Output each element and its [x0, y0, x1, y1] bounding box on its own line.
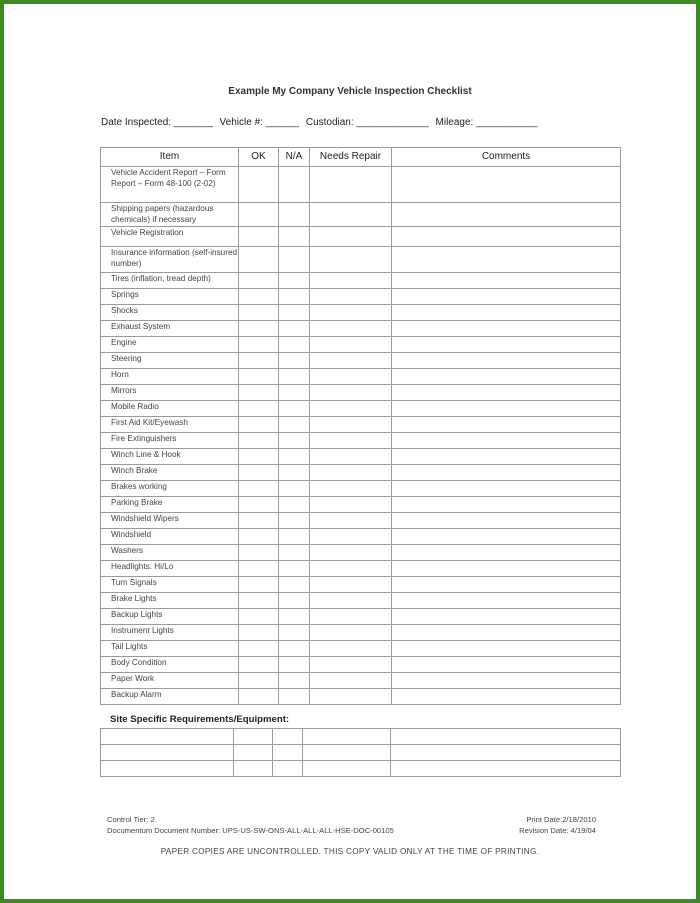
ok-cell[interactable] — [239, 227, 279, 247]
ok-cell[interactable] — [239, 433, 279, 449]
row-item-label: Vehicle Registration — [101, 227, 239, 247]
uncontrolled-copy-note: PAPER COPIES ARE UNCONTROLLED. THIS COPY VALID ONLY AT THE TIME OF PRINTING. — [160, 847, 540, 856]
table-row — [101, 305, 621, 321]
comments-cell[interactable] — [392, 433, 621, 449]
na-cell[interactable] — [279, 529, 310, 545]
na-cell[interactable] — [279, 227, 310, 247]
needs-repair-cell[interactable] — [310, 337, 392, 353]
table-row — [101, 641, 621, 657]
na-cell[interactable] — [279, 273, 310, 289]
table-row — [101, 609, 621, 625]
table-row — [101, 577, 621, 593]
ok-cell[interactable] — [239, 465, 279, 481]
comments-cell[interactable] — [392, 369, 621, 385]
comments-cell[interactable] — [392, 561, 621, 577]
table-row — [101, 433, 621, 449]
requirement-cell[interactable] — [273, 729, 303, 745]
row-item-label: Paper Work — [101, 673, 239, 689]
needs-repair-cell[interactable] — [310, 481, 392, 497]
needs-repair-cell[interactable] — [310, 673, 392, 689]
table-row — [101, 321, 621, 337]
row-item-label: Windshield Wipers — [101, 513, 239, 529]
vehicle-number-field: Vehicle #: ______ — [219, 117, 300, 128]
row-item-label: Backup Lights — [101, 609, 239, 625]
table-row — [101, 545, 621, 561]
ok-cell[interactable] — [239, 321, 279, 337]
ok-cell[interactable] — [239, 497, 279, 513]
requirement-cell[interactable] — [303, 729, 391, 745]
row-item-label: Brakes working — [101, 481, 239, 497]
ok-cell[interactable] — [239, 657, 279, 673]
row-item-label: Insurance information (self-insured number) — [101, 247, 239, 273]
table-header-row — [101, 148, 621, 167]
ok-cell[interactable] — [239, 625, 279, 641]
needs-repair-cell[interactable] — [310, 167, 392, 203]
ok-cell[interactable] — [239, 305, 279, 321]
na-cell[interactable] — [279, 465, 310, 481]
row-item-label: Headlights: Hi/Lo — [101, 561, 239, 577]
mileage-field: Mileage: ___________ — [435, 117, 538, 128]
needs-repair-cell[interactable] — [310, 417, 392, 433]
comments-cell[interactable] — [392, 577, 621, 593]
ok-cell[interactable] — [239, 449, 279, 465]
table-row — [101, 593, 621, 609]
needs-repair-cell[interactable] — [310, 321, 392, 337]
requirement-cell[interactable] — [391, 745, 621, 761]
revision-date: Revision Date: 4/19/04 — [519, 826, 596, 835]
comments-cell[interactable] — [392, 641, 621, 657]
comments-cell[interactable] — [392, 465, 621, 481]
ok-cell[interactable] — [239, 385, 279, 401]
na-cell[interactable] — [279, 609, 310, 625]
na-cell[interactable] — [279, 289, 310, 305]
row-item-label: Tires (inflation, tread depth) — [101, 273, 239, 289]
requirement-cell[interactable] — [391, 729, 621, 745]
row-item-label: Body Condition — [101, 657, 239, 673]
requirement-cell[interactable] — [234, 761, 273, 777]
na-cell[interactable] — [279, 369, 310, 385]
header-fields — [101, 117, 621, 128]
row-item-label: Engine — [101, 337, 239, 353]
na-cell[interactable] — [279, 593, 310, 609]
comments-cell[interactable] — [392, 321, 621, 337]
needs-repair-cell[interactable] — [310, 657, 392, 673]
row-item-label: Instrument Lights — [101, 625, 239, 641]
table-row — [101, 401, 621, 417]
custodian-field: Custodian: _____________ — [305, 117, 429, 128]
na-cell[interactable] — [279, 641, 310, 657]
requirement-cell[interactable] — [303, 761, 391, 777]
table-row — [101, 385, 621, 401]
needs-repair-cell[interactable] — [310, 561, 392, 577]
na-cell[interactable] — [279, 337, 310, 353]
table-row — [101, 513, 621, 529]
comments-cell[interactable] — [392, 385, 621, 401]
comments-cell[interactable] — [392, 227, 621, 247]
requirement-cell[interactable] — [101, 761, 234, 777]
comments-cell[interactable] — [392, 625, 621, 641]
comments-cell[interactable] — [392, 609, 621, 625]
requirement-cell[interactable] — [391, 761, 621, 777]
requirement-cell[interactable] — [273, 761, 303, 777]
na-cell[interactable] — [279, 353, 310, 369]
needs-repair-cell[interactable] — [310, 513, 392, 529]
na-cell[interactable] — [279, 561, 310, 577]
needs-repair-cell[interactable] — [310, 689, 392, 705]
row-item-label: Fire Extinguishers — [101, 433, 239, 449]
row-item-label: Exhaust System — [101, 321, 239, 337]
row-item-label: Winch Line & Hook — [101, 449, 239, 465]
table-row — [101, 227, 621, 247]
na-cell[interactable] — [279, 481, 310, 497]
needs-repair-cell[interactable] — [310, 227, 392, 247]
needs-repair-cell[interactable] — [310, 273, 392, 289]
comments-cell[interactable] — [392, 449, 621, 465]
needs-repair-cell[interactable] — [310, 247, 392, 273]
ok-cell[interactable] — [239, 203, 279, 227]
document-number: Documentum Document Number: UPS-US-SW-ONS-ALL-ALL-ALL-HSE-DOC-00105 — [107, 826, 394, 835]
footer-right — [470, 814, 596, 836]
ok-cell[interactable] — [239, 289, 279, 305]
needs-repair-cell[interactable] — [310, 449, 392, 465]
ok-cell[interactable] — [239, 577, 279, 593]
comments-cell[interactable] — [392, 273, 621, 289]
table-row — [101, 625, 621, 641]
na-cell[interactable] — [279, 203, 310, 227]
ok-cell[interactable] — [239, 481, 279, 497]
needs-repair-cell[interactable] — [310, 593, 392, 609]
comments-cell[interactable] — [392, 353, 621, 369]
requirements-row — [101, 761, 621, 777]
needs-repair-cell[interactable] — [310, 433, 392, 449]
table-row — [101, 529, 621, 545]
date-inspected-field: Date Inspected: _______ — [101, 117, 213, 128]
comments-cell[interactable] — [392, 689, 621, 705]
header-item: Item — [101, 148, 239, 167]
table-row — [101, 289, 621, 305]
na-cell[interactable] — [279, 545, 310, 561]
print-date: Print Date:2/18/2010 — [526, 815, 596, 824]
requirement-cell[interactable] — [234, 745, 273, 761]
na-cell[interactable] — [279, 385, 310, 401]
na-cell[interactable] — [279, 417, 310, 433]
needs-repair-cell[interactable] — [310, 465, 392, 481]
row-item-label: Brake Lights — [101, 593, 239, 609]
site-requirements-table — [100, 728, 621, 777]
requirements-row — [101, 745, 621, 761]
row-item-label: Turn Signals — [101, 577, 239, 593]
needs-repair-cell[interactable] — [310, 305, 392, 321]
na-cell[interactable] — [279, 625, 310, 641]
table-row — [101, 673, 621, 689]
inspection-table — [100, 147, 621, 705]
header-comments: Comments — [392, 148, 621, 167]
comments-cell[interactable] — [392, 593, 621, 609]
ok-cell[interactable] — [239, 273, 279, 289]
comments-cell[interactable] — [392, 673, 621, 689]
table-row — [101, 449, 621, 465]
row-item-label: Mobile Radio — [101, 401, 239, 417]
ok-cell[interactable] — [239, 545, 279, 561]
needs-repair-cell[interactable] — [310, 289, 392, 305]
needs-repair-cell[interactable] — [310, 529, 392, 545]
table-row — [101, 353, 621, 369]
needs-repair-cell[interactable] — [310, 369, 392, 385]
needs-repair-cell[interactable] — [310, 401, 392, 417]
row-item-label: Windshield — [101, 529, 239, 545]
needs-repair-cell[interactable] — [310, 609, 392, 625]
table-row — [101, 417, 621, 433]
na-cell[interactable] — [279, 513, 310, 529]
table-row — [101, 561, 621, 577]
row-item-label: Parking Brake — [101, 497, 239, 513]
comments-cell[interactable] — [392, 417, 621, 433]
comments-cell[interactable] — [392, 203, 621, 227]
row-item-label: Backup Alarm — [101, 689, 239, 705]
needs-repair-cell[interactable] — [310, 625, 392, 641]
na-cell[interactable] — [279, 449, 310, 465]
table-row — [101, 203, 621, 227]
row-item-label: Mirrors — [101, 385, 239, 401]
needs-repair-cell[interactable] — [310, 385, 392, 401]
na-cell[interactable] — [279, 657, 310, 673]
comments-cell[interactable] — [392, 545, 621, 561]
comments-cell[interactable] — [392, 657, 621, 673]
table-row — [101, 273, 621, 289]
row-item-label: Vehicle Accident Report – Form Report – Form 48-100 (2-02) — [101, 167, 239, 203]
comments-cell[interactable] — [392, 167, 621, 203]
row-item-label: Washers — [101, 545, 239, 561]
table-row — [101, 369, 621, 385]
header-ok: OK — [239, 148, 279, 167]
document-title: Example My Company Vehicle Inspection Checklist — [228, 86, 472, 97]
needs-repair-cell[interactable] — [310, 545, 392, 561]
ok-cell[interactable] — [239, 609, 279, 625]
ok-cell[interactable] — [239, 641, 279, 657]
na-cell[interactable] — [279, 433, 310, 449]
comments-cell[interactable] — [392, 247, 621, 273]
comments-cell[interactable] — [392, 305, 621, 321]
needs-repair-cell[interactable] — [310, 203, 392, 227]
needs-repair-cell[interactable] — [310, 353, 392, 369]
na-cell[interactable] — [279, 577, 310, 593]
table-row — [101, 481, 621, 497]
na-cell[interactable] — [279, 167, 310, 203]
ok-cell[interactable] — [239, 401, 279, 417]
ok-cell[interactable] — [239, 561, 279, 577]
na-cell[interactable] — [279, 673, 310, 689]
comments-cell[interactable] — [392, 289, 621, 305]
na-cell[interactable] — [279, 401, 310, 417]
control-tier: Control Tier: 2 — [107, 815, 155, 824]
ok-cell[interactable] — [239, 369, 279, 385]
ok-cell[interactable] — [239, 673, 279, 689]
needs-repair-cell[interactable] — [310, 641, 392, 657]
row-item-label: Horn — [101, 369, 239, 385]
row-item-label: Springs — [101, 289, 239, 305]
comments-cell[interactable] — [392, 529, 621, 545]
needs-repair-cell[interactable] — [310, 497, 392, 513]
header-na: N/A — [279, 148, 310, 167]
requirement-cell[interactable] — [101, 745, 234, 761]
na-cell[interactable] — [279, 689, 310, 705]
table-row — [101, 167, 621, 203]
row-item-label: Winch Brake — [101, 465, 239, 481]
table-row — [101, 247, 621, 273]
na-cell[interactable] — [279, 497, 310, 513]
row-item-label: First Aid Kit/Eyewash — [101, 417, 239, 433]
row-item-label: Steering — [101, 353, 239, 369]
table-row — [101, 497, 621, 513]
ok-cell[interactable] — [239, 689, 279, 705]
ok-cell[interactable] — [239, 513, 279, 529]
ok-cell[interactable] — [239, 247, 279, 273]
table-row — [101, 689, 621, 705]
table-row — [101, 465, 621, 481]
comments-cell[interactable] — [392, 401, 621, 417]
comments-cell[interactable] — [392, 513, 621, 529]
requirement-cell[interactable] — [101, 729, 234, 745]
comments-cell[interactable] — [392, 497, 621, 513]
ok-cell[interactable] — [239, 353, 279, 369]
header-needs-repair: Needs Repair — [310, 148, 392, 167]
ok-cell[interactable] — [239, 593, 279, 609]
row-item-label: Tail Lights — [101, 641, 239, 657]
ok-cell[interactable] — [239, 417, 279, 433]
requirement-cell[interactable] — [273, 745, 303, 761]
row-item-label: Shipping papers (hazardous chemicals) if necessary — [101, 203, 239, 227]
comments-cell[interactable] — [392, 481, 621, 497]
requirement-cell[interactable] — [234, 729, 273, 745]
ok-cell[interactable] — [239, 529, 279, 545]
requirement-cell[interactable] — [303, 745, 391, 761]
footer-left — [107, 814, 394, 836]
table-row — [101, 657, 621, 673]
na-cell[interactable] — [279, 305, 310, 321]
ok-cell[interactable] — [239, 337, 279, 353]
row-item-label: Shocks — [101, 305, 239, 321]
site-requirements-label: Site Specific Requirements/Equipment: — [110, 714, 290, 725]
ok-cell[interactable] — [239, 167, 279, 203]
na-cell[interactable] — [279, 321, 310, 337]
table-row — [101, 337, 621, 353]
na-cell[interactable] — [279, 247, 310, 273]
needs-repair-cell[interactable] — [310, 577, 392, 593]
requirements-row — [101, 729, 621, 745]
comments-cell[interactable] — [392, 337, 621, 353]
